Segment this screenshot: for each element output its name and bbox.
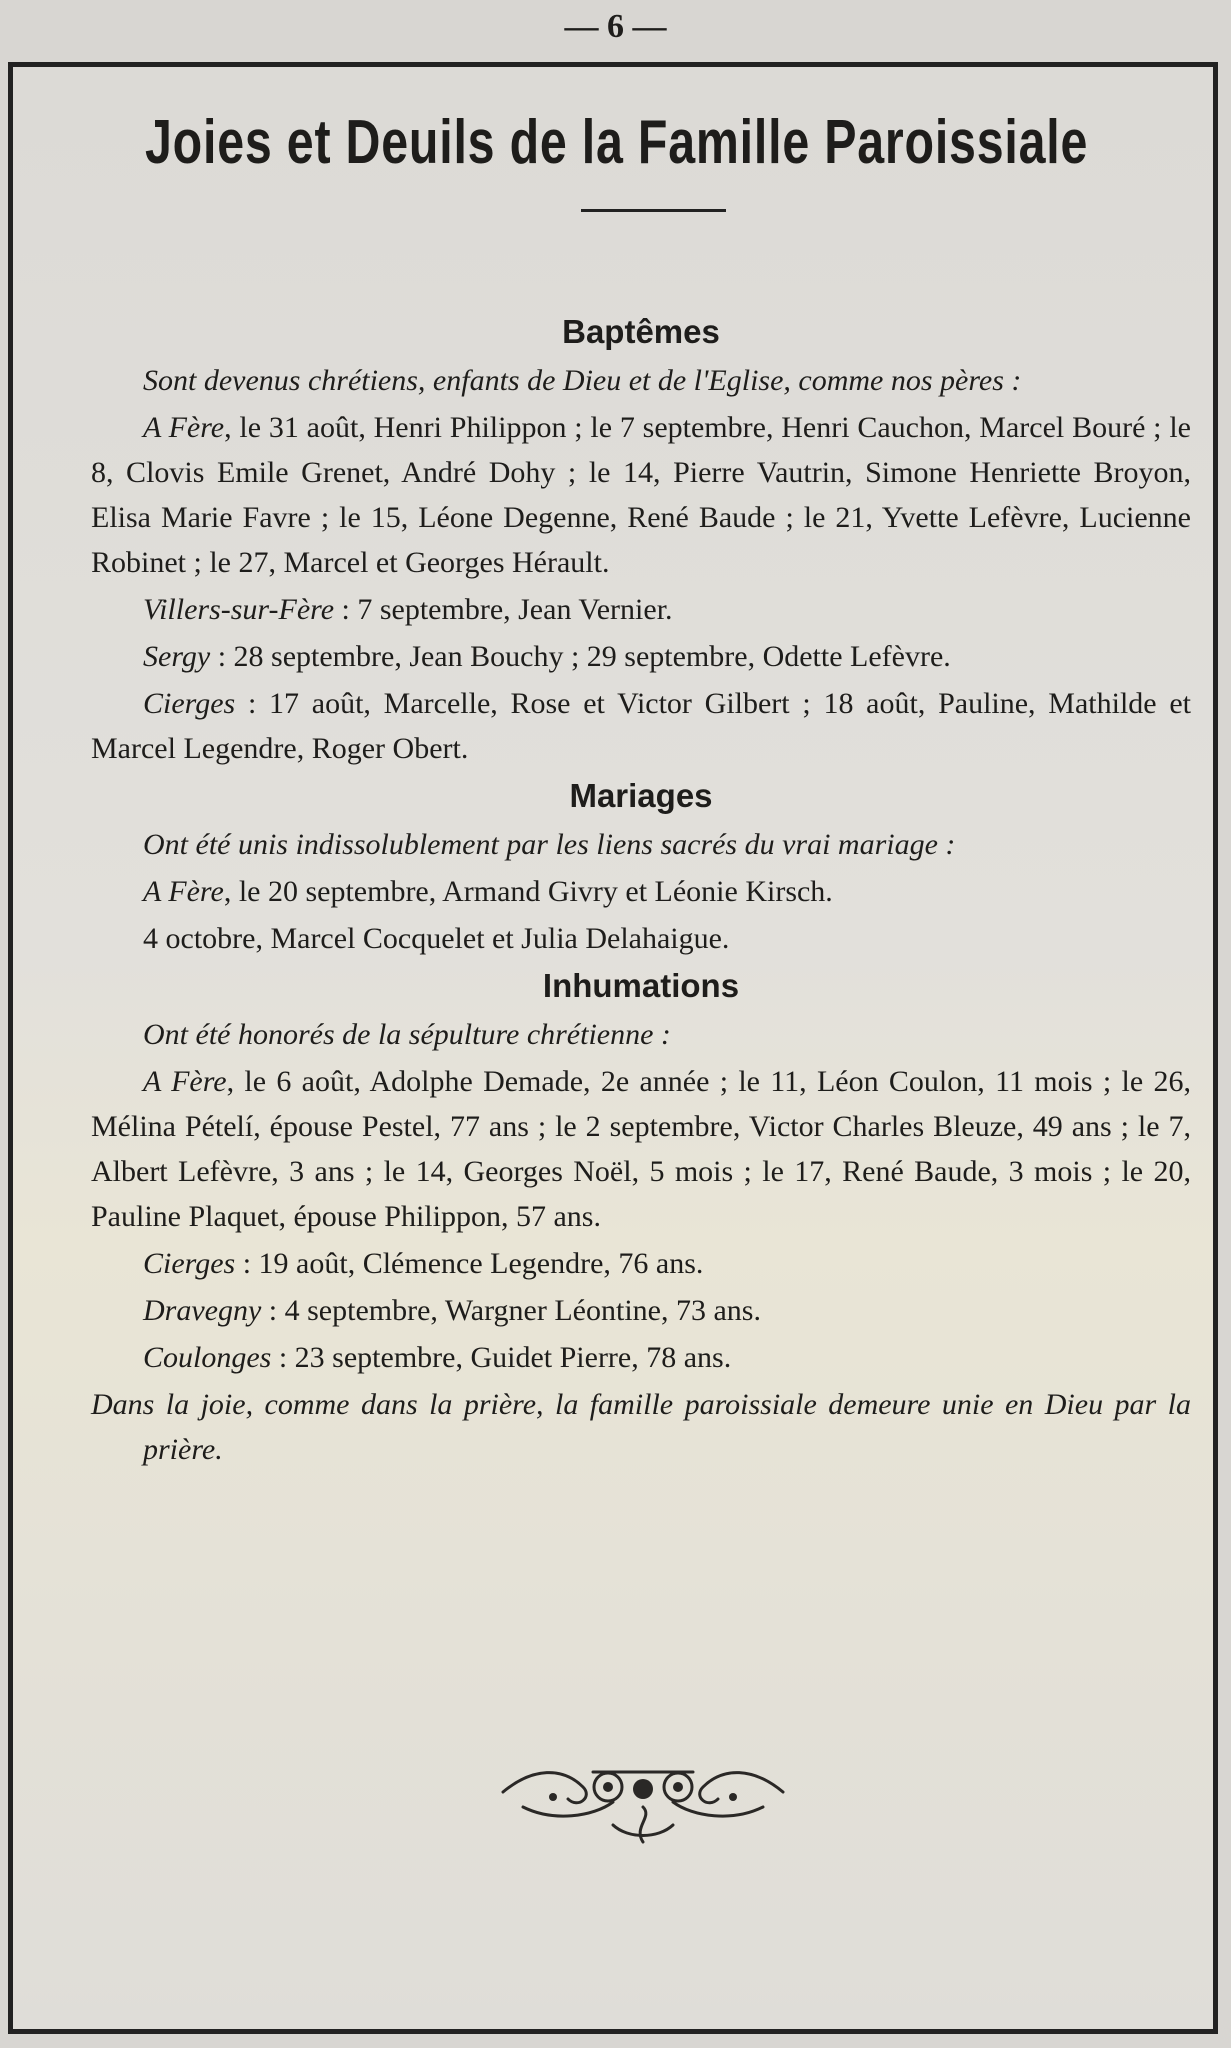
section-heading-inhumations: Inhumations: [542, 967, 740, 1004]
section-intro-inhumations: Ont été honorés de la sépulture chrétienne :: [143, 1018, 671, 1051]
page-title: Joies et Deuils de la Famille Paroissiale: [145, 108, 1089, 177]
page-content: [91, 307, 1191, 1474]
entry-place: A Fère: [143, 1065, 227, 1098]
entry-place: A Fère: [143, 875, 224, 908]
closing-text: Dans la joie, comme dans la prière, la famille paroissiale demeure unie en Dieu par la prière.: [91, 1388, 1191, 1466]
section-heading-mariages: Mariages: [569, 777, 713, 814]
entry-text: : 17 août, Marcelle, Rose et Victor Gilbert ; 18 août, Pauline, Mathilde et Marcel Legendre, Roger Obert.: [91, 687, 1191, 765]
entry-text: 4 octobre, Marcel Cocquelet et Julia Delahaigue.: [143, 922, 730, 955]
title-rule: [581, 209, 726, 212]
entry-text: , le 20 septembre, Armand Givry et Léonie Kirsch.: [223, 875, 833, 908]
entry-text: , le 6 août, Adolphe Demade, 2e année ; le 11, Léon Coulon, 11 mois ; le 26, Mélina Pételí, épouse Pestel, 77 ans ; le 2 septembre, Victor Charles Bleuze, 49 ans ; le 7, Albert Lefèvre, 3 ans ; le 14, Georges Noël, 5 mois ; le 17, René Baude, 3 mois ; le 20, Pauline Plaquet, épouse Philippon, 57 ans.: [91, 1065, 1191, 1233]
entry: [91, 1335, 1191, 1380]
entry-place: Coulonges: [143, 1341, 272, 1374]
entry-place: Villers-sur-Fère: [143, 593, 335, 626]
entry-place: Dravegny: [143, 1294, 262, 1327]
entry: [91, 1288, 1191, 1333]
page-number: — 6 —: [564, 8, 667, 45]
entry-place: Sergy: [143, 640, 211, 673]
entry: [91, 634, 1191, 679]
entry: [91, 681, 1191, 771]
entry-text: : 19 août, Clémence Legendre, 76 ans.: [235, 1247, 704, 1280]
entry-text: : 28 septembre, Jean Bouchy ; 29 septembre, Odette Lefèvre.: [210, 640, 951, 673]
entry-text: , le 31 août, Henri Philippon ; le 7 septembre, Henri Cauchon, Marcel Bouré ; le 8, Clovis Emile Grenet, André Dohy ; le 14, Pierre Vautrin, Simone Henriette Broyon, Elisa Marie Favre ; le 15, Léone Degenne, René Baude ; le 21, Yvette Lefèvre, Lucienne Robinet ; le 27, Marcel et Georges Hérault.: [91, 411, 1191, 579]
entry: [91, 1059, 1191, 1239]
section-heading-baptemes: Baptêmes: [562, 313, 720, 350]
entry: [91, 1241, 1191, 1286]
section-intro-baptemes: Sont devenus chrétiens, enfants de Dieu et de l'Eglise, comme nos pères :: [143, 364, 1022, 397]
entry-place: Cierges: [143, 687, 236, 720]
entry-place: Cierges: [143, 1247, 236, 1280]
ornament-icon: [493, 1747, 793, 1857]
entry-text: : 4 septembre, Wargner Léontine, 73 ans.: [261, 1294, 761, 1327]
section-intro-mariages: Ont été unis indissolublement par les liens sacrés du vrai mariage :: [143, 828, 956, 861]
entry: [91, 405, 1191, 585]
entry-text: : 7 septembre, Jean Vernier.: [334, 593, 673, 626]
entry: [91, 587, 1191, 632]
page-frame: [8, 62, 1218, 2034]
entry-text: : 23 septembre, Guidet Pierre, 78 ans.: [271, 1341, 732, 1374]
entry-place: A Fère: [143, 411, 225, 444]
entry: [91, 916, 1191, 961]
entry: [91, 869, 1191, 914]
